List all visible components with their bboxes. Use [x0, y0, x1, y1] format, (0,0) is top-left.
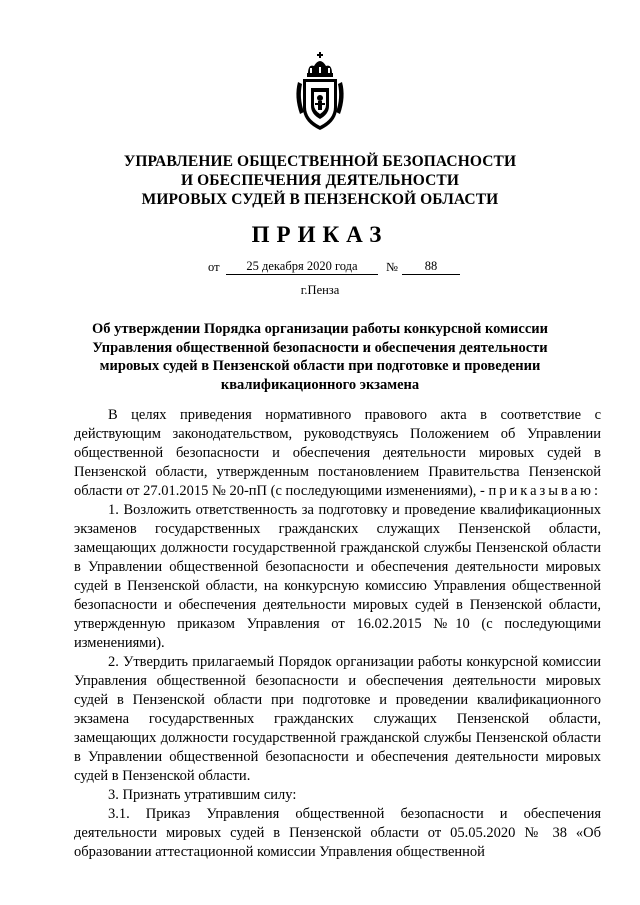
paragraph-1: 1. Возложить ответственность за подготовку и проведение квалификационных экзаменов государственных гражданских служащих Пензенской области, замещающих должности государственной гражданской службы Пензенской области в Управлении общественной безопасности и обеспечения деятельности мировых судей в Пензенской области, на конкурсную комиссию Управления общественной безопасности и обеспечения деятельности мировых судей в Пензенской области, утвержденную приказом Управления от 16.02.2015 №10 (с последующими изменениями). — [74, 502, 601, 651]
order-number: 88 — [402, 258, 460, 275]
paragraph-2: 2. Утвердить прилагаемый Порядок организации работы конкурсной комиссии Управления общественной безопасности и обеспечения деятельности мировых судей в Пензенской области при подготовке и проведении квалификационного экзамена государственных гражданских служащих Пензенской области, замещающих должности государственной гражданской службы Пензенской области в Управлении общественной безопасности и обеспечения деятельности мировых судей в Пензенской области. — [74, 654, 601, 784]
date-line — [0, 258, 640, 276]
org-name-line-3: МИРОВЫХ СУДЕЙ В ПЕНЗЕНСКОЙ ОБЛАСТИ — [141, 191, 499, 208]
coat-of-arms-icon — [294, 52, 346, 132]
order-date: 25 декабря 2020 года — [226, 258, 378, 275]
city: г.Пенза — [300, 283, 340, 297]
document-body — [74, 406, 601, 862]
date-prefix: от — [208, 260, 220, 274]
paragraph-3-1: 3.1. Приказ Управления общественной безопасности и обеспечения деятельности мировых судей в Пензенской области от 05.05.2020 № 38 «Об образовании аттестационной комиссии Управления общественной — [74, 806, 601, 860]
document-title: Об утверждении Порядка организации работы конкурсной комиссии Управления общественной безопасности и обеспечения деятельности мировых судей в Пензенской области при подготовке и проведении квалификационного экзамена — [92, 321, 548, 393]
intro-text: В целях приведения нормативного правового акта в соответствие с действующим законодательством, руководствуясь Положением об Управлении общественной безопасности и обеспечения деятельности мировых судей в Пензенской области, утвержденным постановлением Правительства Пензенской области от 27.01.2015 № 20-пП (с последующими изменениями), - — [74, 407, 601, 499]
number-sign: № — [386, 260, 398, 274]
paragraph-3: 3. Признать утратившим силу: — [108, 787, 297, 803]
intro-paragraph — [74, 406, 601, 501]
order-word: приказываю: — [488, 483, 601, 499]
org-name-line-2: И ОБЕСПЕЧЕНИЯ ДЕЯТЕЛЬНОСТИ — [180, 172, 459, 189]
document-type: ПРИКАЗ — [251, 222, 389, 247]
org-name-line-1: УПРАВЛЕНИЕ ОБЩЕСТВЕННОЙ БЕЗОПАСНОСТИ — [123, 153, 517, 170]
